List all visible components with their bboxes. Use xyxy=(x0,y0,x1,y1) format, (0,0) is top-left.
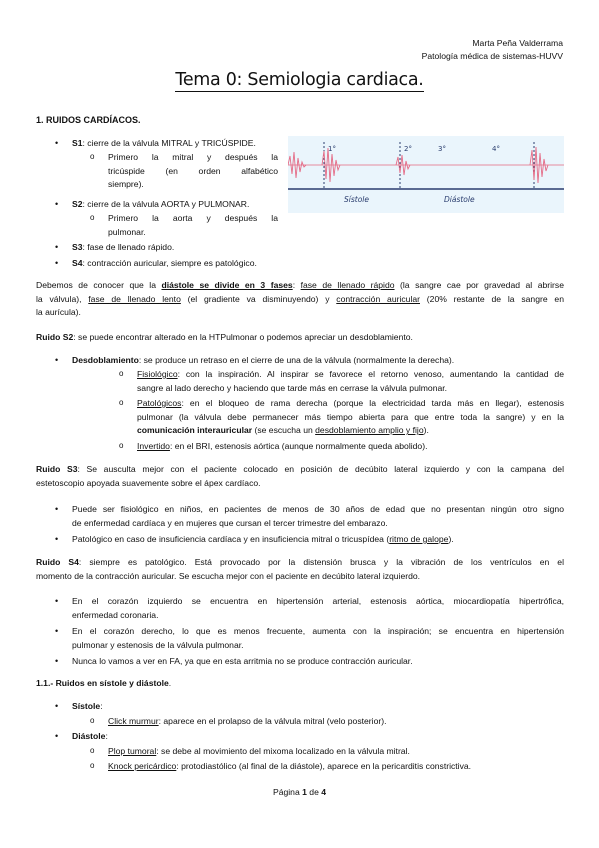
section-heading: 1. RUIDOS CARDÍACOS. xyxy=(36,115,141,125)
sub-bullet-icon: o xyxy=(90,761,95,770)
bullet-icon: • xyxy=(55,731,59,741)
s4-fa-item: Nunca lo vamos a ver en FA, ya que en esta arritmia no se produce contracción auricular. xyxy=(72,656,413,666)
s4-item: S4: contracción auricular, siempre es patológico. xyxy=(72,258,257,268)
course-name: Patología médica de sistemas-HUVV xyxy=(421,51,563,61)
sub-bullet-icon: o xyxy=(90,746,95,755)
mark-3: 3° xyxy=(438,145,446,153)
bullet-icon: • xyxy=(55,596,59,606)
s1-sub-item: Primero la mitral y después la tricúspide (en orden alfabético siempre). xyxy=(108,152,278,190)
mark-2: 2° xyxy=(404,145,412,153)
invertido-item: Invertido: en el BRI, estenosis aórtica (aunque normalmente queda abolido). xyxy=(137,441,428,451)
diastole-item: Diástole: xyxy=(72,731,108,741)
page-footer: Página 1 de 4 xyxy=(272,787,327,797)
page-number: 1 xyxy=(302,787,307,797)
ruido-s3-paragraph: Ruido S3: Se ausculta mejor con el paciente colocado en posición de decúbito lateral izquierdo y con la campana del estetoscopio apoyada suavemente sobre el ápex cardíaco. xyxy=(36,464,564,488)
bullet-icon: • xyxy=(55,199,59,209)
phonocardiogram-graphic xyxy=(288,136,564,213)
s2-item: S2: cierre de la válvula AORTA y PULMONAR. xyxy=(72,199,250,209)
sub-bullet-icon: o xyxy=(119,369,124,378)
s4-right-heart-item: En el corazón derecho, lo que es menos frecuente, aumenta con la inspiración; se encuentra en hipertensión pulmonar y estenosis de la válvula pulmonar. xyxy=(72,626,564,650)
patologicos-item: Patológicos: en el bloqueo de rama derecha (porque la electricidad tarda más en llegar), estenosis pulmonar (la válvula debe permanecer más tiempo abierta para que entre toda la sangre) y en la comunicación interauricular (se escucha un desdoblamiento amplio y fijo). xyxy=(137,398,564,436)
author-name: Marta Peña Valderrama xyxy=(472,38,563,48)
click-murmur-item: Click murmur: aparece en el prolapso de la válvula mitral (velo posterior). xyxy=(108,716,387,726)
fisiologico-item: Fisiológico: con la inspiración. Al inspirar se favorece el retorno venoso, aumentando la cantidad de sangre al lado derecho y haciendo que tarde más en cerrase la válvula pulmonar. xyxy=(137,369,564,393)
bullet-icon: • xyxy=(55,656,59,666)
mark-1: 1° xyxy=(328,145,336,153)
diastole-label: Diástole xyxy=(444,195,475,204)
diastole-paragraph: Debemos de conocer que la diástole se divide en 3 fases: fase de llenado rápido (la sangre cae por gravedad al abrirse la válvula), fase de llenado lento (el gradiente va disminuyendo) y contracción auricular (20% restante de la sangre en la aurícula). xyxy=(36,280,564,318)
ruido-s2-paragraph: Ruido S2: se puede encontrar alterado en la HTPulmonar o podemos apreciar un desdoblamiento. xyxy=(36,332,413,342)
sub-bullet-icon: o xyxy=(90,152,95,161)
mark-4: 4° xyxy=(492,145,500,153)
page-title: Tema 0: Semiologia cardiaca. xyxy=(175,70,424,90)
knock-pericardico-item: Knock pericárdico: protodiastólico (al final de la diástole), aparece en la pericarditis constrictiva. xyxy=(108,761,472,771)
s2-sub-item: Primero la aorta y después la pulmonar. xyxy=(108,213,278,237)
s4-left-heart-item: En el corazón izquierdo se encuentra en hipertensión arterial, estenosis aórtica, miocardiopatía hipertrófica, enfermedad coronaria. xyxy=(72,596,564,620)
bullet-icon: • xyxy=(55,242,59,252)
page-header xyxy=(422,37,563,63)
bullet-icon: • xyxy=(55,138,59,148)
ruido-s4-paragraph: Ruido S4: siempre es patológico. Está provocado por la distensión brusca y la vibración de los ventrículos en el momento de la contracción auricular. Se escucha mejor con el paciente en decúbito lateral izquierdo. xyxy=(36,557,564,581)
bullet-icon: • xyxy=(55,701,59,711)
desdoblamiento-item: Desdoblamiento: se produce un retraso en el cierre de una de la válvula (normalmente la derecha). xyxy=(72,355,455,365)
s3-physiological-item: Puede ser fisiológico en niños, en pacientes de menos de 30 años de edad que no presentan ningún otro signo de enfermedad cardíaca y en mujeres que cursan el tercer trimestre del embarazo. xyxy=(72,504,564,528)
page-total: 4 xyxy=(321,787,327,797)
plop-tumoral-item: Plop tumoral: se debe al movimiento del mixoma localizado en la válvula mitral. xyxy=(108,746,410,756)
bullet-icon: • xyxy=(55,534,59,544)
sub-bullet-icon: o xyxy=(90,213,95,222)
s3-item: S3: fase de llenado rápido. xyxy=(72,242,175,252)
sub-bullet-icon: o xyxy=(119,398,124,407)
sistole-item: Sístole: xyxy=(72,701,103,711)
bullet-icon: • xyxy=(55,355,59,365)
heart-sounds-figure xyxy=(288,136,564,213)
s3-pathological-item: Patológico en caso de insuficiencia cardíaca y en insuficiencia mitral o tricuspídea (ritmo de galope). xyxy=(72,534,454,544)
subsection-heading: 1.1.- Ruidos en sístole y diástole. xyxy=(36,678,172,688)
sub-bullet-icon: o xyxy=(119,441,124,450)
bullet-icon: • xyxy=(55,504,59,514)
bullet-icon: • xyxy=(55,626,59,636)
bullet-icon: • xyxy=(55,258,59,268)
s1-item: S1: cierre de la válvula MITRAL y TRICÚSPIDE. xyxy=(72,138,256,148)
systole-label: Sístole xyxy=(344,195,369,204)
sub-bullet-icon: o xyxy=(90,716,95,725)
